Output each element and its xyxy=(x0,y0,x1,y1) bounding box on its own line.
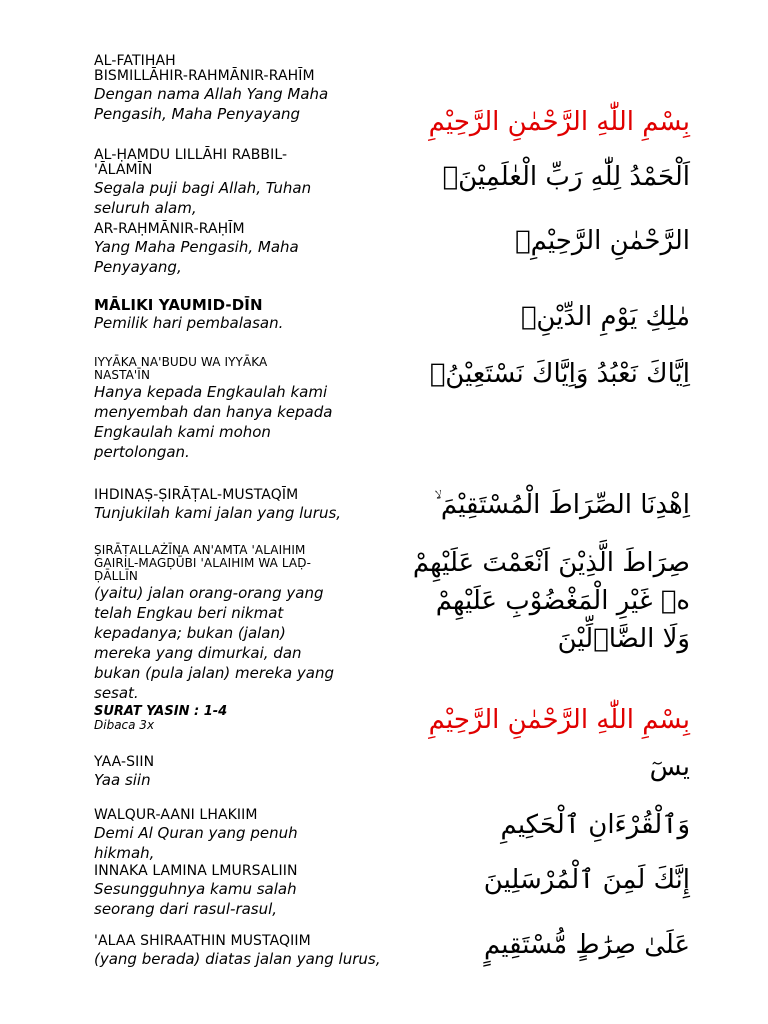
translation: Yaa siin xyxy=(94,771,151,789)
translation: Tunjukilah kami jalan yang lurus, xyxy=(94,504,342,522)
latin-transliteration: 'ALAA SHIRAATHIN MUSTAQIIM xyxy=(94,933,311,949)
translation: (yaitu) jalan orang-orang yang telah Engkau beri nikmat kepadanya; bukan (jalan) mereka yang dimurkai, dan bukan (pula jalan) mereka yang sesat. xyxy=(94,584,335,702)
latin-transliteration: WALQUR-AANI LHAKIIM xyxy=(94,807,258,823)
fatihah-verse-4 xyxy=(94,298,344,333)
arabic-verse: وَٱلْقُرْءَانِ ٱلْحَكِيمِ xyxy=(500,810,690,840)
fatihah-verse-6 xyxy=(94,488,344,523)
fatihah-verse-3 xyxy=(94,222,344,277)
arabic-verse: إِنَّكَ لَمِنَ ٱلْمُرْسَلِينَ xyxy=(483,865,690,895)
section-subtitle: Dibaca 3x xyxy=(94,718,155,732)
latin-transliteration: BISMILLĀHIR-RAHMĀNIR-RAHĪM xyxy=(94,68,315,84)
translation: Pemilik hari pembalasan. xyxy=(94,314,284,332)
fatihah-verse-5 xyxy=(94,356,344,462)
arabic-basmalah: بِسْمِ اللّٰهِ الرَّحْمٰنِ الرَّحِيْمِ xyxy=(428,107,690,137)
latin-transliteration: AR-RAḤMĀNIR-RAḤĪM xyxy=(94,221,245,237)
latin-transliteration: IYYĀKA NA'BUDU WA IYYĀKA NASTA'ĪN xyxy=(94,355,268,382)
section-title: SURAT YASIN : 1-4 xyxy=(94,704,228,719)
yasin-verse-1 xyxy=(94,755,344,790)
translation: Segala puji bagi Allah, Tuhan seluruh alam, xyxy=(94,179,312,217)
fatihah-block-basmalah xyxy=(94,54,344,124)
translation: Dengan nama Allah Yang Maha Pengasih, Maha Penyayang xyxy=(94,85,329,123)
arabic-verse: عَلَىٰ صِرَٰطٍ مُّسْتَقِيمٍ xyxy=(483,930,690,960)
latin-transliteration: AL-ḤAMDU LILLĀHI RABBIL-'ĀLAMĪN xyxy=(94,147,288,178)
fatihah-verse-7 xyxy=(94,544,344,703)
translation: (yang berada) diatas jalan yang lurus, xyxy=(94,950,381,968)
arabic-line: ەۙ غَيْرِ الْمَغْضُوْبِ عَلَيْهِمْ xyxy=(435,586,690,616)
latin-transliteration: ṢIRĀṬALLAŻĪNA AN'AMTA 'ALAIHIM GAIRIL-MAGḌŪBI 'ALAIHIM WA LAḌ-ḌĀLLĪN xyxy=(94,543,312,583)
latin-transliteration: IHDINAṢ-ṢIRĀṬAL-MUSTAQĪM xyxy=(94,487,299,503)
translation: Sesungguhnya kamu salah seorang dari rasul-rasul, xyxy=(94,880,297,918)
arabic-verse: اِيَّاكَ نَعْبُدُ وَاِيَّاكَ نَسْتَعِيْنُۗ xyxy=(429,359,690,389)
surah-title: AL-FATIHAH xyxy=(94,53,176,69)
yasin-verse-4 xyxy=(94,933,381,969)
translation: Hanya kepada Engkaulah kami menyembah dan hanya kepada Engkaulah kami mohon pertolongan. xyxy=(94,383,333,461)
yasin-verse-2 xyxy=(94,808,344,863)
latin-transliteration: MĀLIKI YAUMID-DĪN xyxy=(94,296,263,314)
arabic-line: صِرَاطَ الَّذِيْنَ اَنْعَمْتَ عَلَيْهِمْ xyxy=(412,548,690,578)
latin-transliteration: YAA-SIIN xyxy=(94,754,155,770)
arabic-verse: اِهْدِنَا الصِّرَاطَ الْمُسْتَقِيْمَ ۙ xyxy=(434,490,690,520)
arabic-verse-multiline xyxy=(413,544,690,658)
arabic-verse: الرَّحْمٰنِ الرَّحِيْمِۙ xyxy=(515,226,690,256)
arabic-line: وَلَا الضَّاۤلِّيْنَ xyxy=(557,624,690,654)
yasin-header xyxy=(94,705,344,732)
arabic-verse: مٰلِكِ يَوْمِ الدِّيْنِۗ xyxy=(520,302,690,332)
fatihah-verse-2 xyxy=(94,148,344,218)
latin-transliteration: INNAKA LAMINA LMURSALIIN xyxy=(94,863,298,879)
arabic-verse: يسٓ xyxy=(649,752,690,782)
arabic-verse: اَلْحَمْدُ لِلّٰهِ رَبِّ الْعٰلَمِيْنَۙ xyxy=(442,162,690,192)
yasin-verse-3 xyxy=(94,864,344,919)
translation: Yang Maha Pengasih, Maha Penyayang, xyxy=(94,238,299,276)
translation: Demi Al Quran yang penuh hikmah, xyxy=(94,824,298,862)
arabic-basmalah-yasin: بِسْمِ اللّٰهِ الرَّحْمٰنِ الرَّحِيْمِ xyxy=(428,705,690,735)
